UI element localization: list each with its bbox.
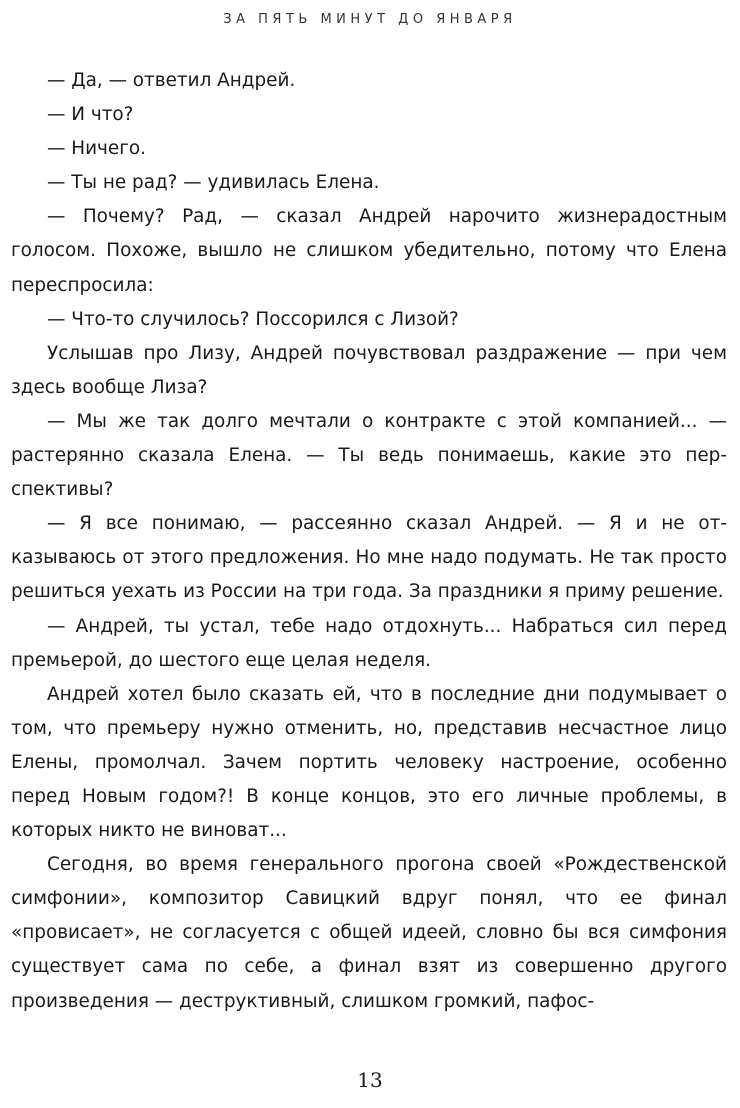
- text-body: [11, 64, 727, 1019]
- paragraph-1: — Да, — ответил Андрей.: [47, 70, 296, 91]
- paragraph-11: Андрей хотел было сказать ей, что в последние дни подумывает о том, что премьеру нужно отменить, но, представив несчастное лицо Елены, промолчал. Зачем портить человеку настроение, особенно перед Новым годом?! В конце концов, это его личные проблемы, в которых никто не виноват...: [11, 683, 727, 842]
- paragraph-8: — Мы же так долго мечтали о контракте с этой компанией... — растерянно сказала Елена. — Ты ведь понимаешь, какие это перспективы?: [11, 410, 727, 501]
- paragraph-12: Сегодня, во время генерального прогона своей «Рождественской симфонии», композитор Савицкий вдруг понял, что ее финал «провисает», не согласуется с общей идеей, словно бы вся симфония существует сама по себе, а финал взят из совершенно другого произведения — деструктивный, слишком громкий, пафос-: [11, 854, 727, 1012]
- paragraph-5: — Почему? Рад, — сказал Андрей нарочито жизнерадостным голосом. Похоже, вышло не слишком убедительно, потому что Елена переспросила:: [11, 206, 727, 296]
- paragraph-3: — Ничего.: [47, 138, 146, 160]
- running-header: ЗА ПЯТЬ МИНУТ ДО ЯНВАРЯ: [223, 12, 517, 27]
- paragraph-7: Услышав про Лизу, Андрей почувствовал раздражение — при чем здесь вообще Лиза?: [11, 342, 727, 398]
- paragraph-10: — Андрей, ты устал, тебе надо отдохнуть... Набраться сил перед премьерой, до шестого еще целая неделя.: [11, 615, 727, 671]
- paragraph-4: — Ты не рад? — удивилась Елена.: [47, 172, 380, 194]
- paragraph-2: — И что?: [47, 104, 134, 126]
- paragraph-6: — Что-то случилось? Поссорился с Лизой?: [47, 308, 459, 330]
- paragraph-9: — Я все понимаю, — рассеянно сказал Андрей. — Я и не отказываюсь от этого предложения. Но мне надо подумать. Не так просто решиться уехать из России на три года. За праздники я приму решение.: [11, 513, 727, 603]
- page-number: 13: [357, 1068, 383, 1092]
